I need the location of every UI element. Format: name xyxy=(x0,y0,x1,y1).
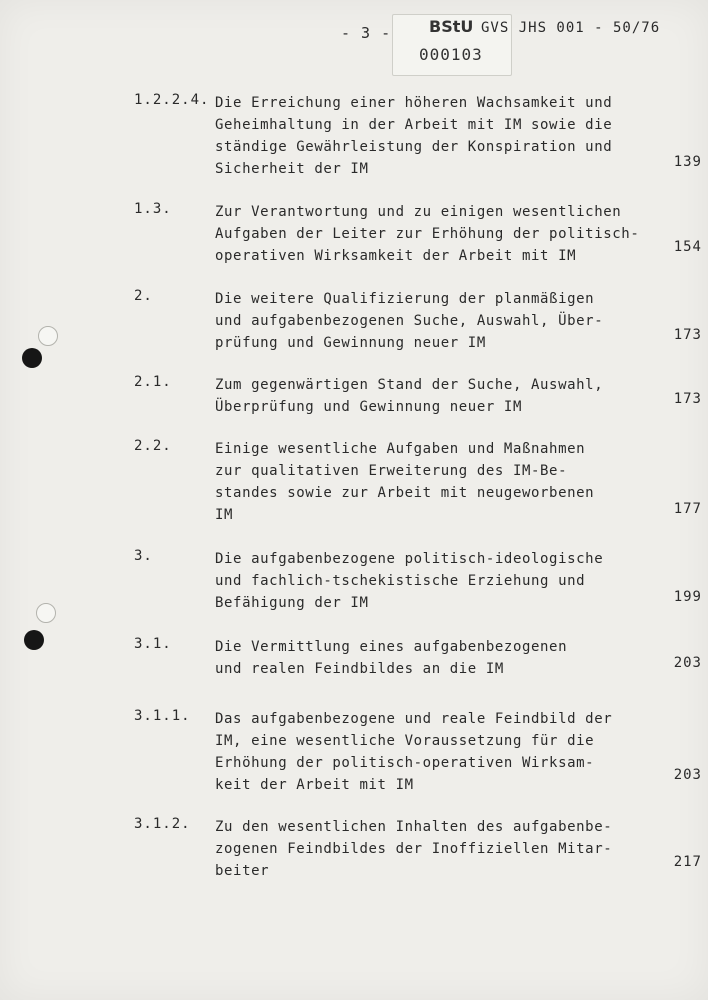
entry-title: Die weitere Qualifizierung der planmäßigen und aufgabenbezogenen Suche, Auswahl, Über- prüfung und Gewinnung neuer IM xyxy=(215,291,604,351)
entry-page: 173 xyxy=(673,327,702,343)
entry-page: 177 xyxy=(673,501,702,517)
punch-hole xyxy=(38,326,58,346)
document-reference: GVS JHS 001 - 50/76 xyxy=(481,20,661,36)
stamp-number: 000103 xyxy=(419,45,483,64)
entry-title: Die Erreichung einer höheren Wachsamkeit und Geheimhaltung in der Arbeit mit IM sowie die ständige Gewährleistung der Konspiration und Sicherheit der IM xyxy=(215,95,613,177)
entry-title: Die aufgabenbezogene politisch-ideologische und fachlich-tschekistische Erziehung und Befähigung der IM xyxy=(215,551,604,611)
entry-title: Zur Verantwortung und zu einigen wesentlichen Aufgaben der Leiter zur Erhöhung der politisch- operativen Wirksamkeit der Arbeit mit IM xyxy=(215,204,640,264)
entry-number: 1.3. xyxy=(134,201,172,217)
entry-page: 199 xyxy=(673,589,702,605)
punch-hole xyxy=(36,603,56,623)
entry-page: 139 xyxy=(673,154,702,170)
entry-number: 3.1. xyxy=(134,636,172,652)
entry-number: 2.1. xyxy=(134,374,172,390)
entry-title: Die Vermittlung eines aufgabenbezogenen und realen Feindbildes an die IM xyxy=(215,639,568,677)
entry-page: 173 xyxy=(673,391,702,407)
entry-title: Einige wesentliche Aufgaben und Maßnahmen zur qualitativen Erweiterung des IM-Be- standes sowie zur Arbeit mit neugeworbenen IM xyxy=(215,441,595,523)
punch-hole-mark xyxy=(24,630,44,650)
entry-page: 154 xyxy=(673,239,702,255)
punch-hole-mark xyxy=(22,348,42,368)
page-number: - 3 - xyxy=(341,24,392,42)
entry-number: 2. xyxy=(134,288,153,304)
stamp-label: BStU xyxy=(429,17,474,36)
entry-number: 2.2. xyxy=(134,438,172,454)
entry-title: Zum gegenwärtigen Stand der Suche, Auswahl, Überprüfung und Gewinnung neuer IM xyxy=(215,377,604,415)
entry-number: 3. xyxy=(134,548,153,564)
entry-page: 203 xyxy=(673,767,702,783)
entry-page: 203 xyxy=(673,655,702,671)
entry-number: 3.1.2. xyxy=(134,816,191,832)
entry-title: Zu den wesentlichen Inhalten des aufgabenbe- zogenen Feindbildes der Inoffiziellen Mitar- beiter xyxy=(215,819,613,879)
entry-number: 1.2.2.4. xyxy=(134,92,210,108)
entry-page: 217 xyxy=(673,854,702,870)
entry-title: Das aufgabenbezogene und reale Feindbild der IM, eine wesentliche Voraussetzung für die Erhöhung der politisch-operativen Wirksam- keit der Arbeit mit IM xyxy=(215,711,613,793)
entry-number: 3.1.1. xyxy=(134,708,191,724)
